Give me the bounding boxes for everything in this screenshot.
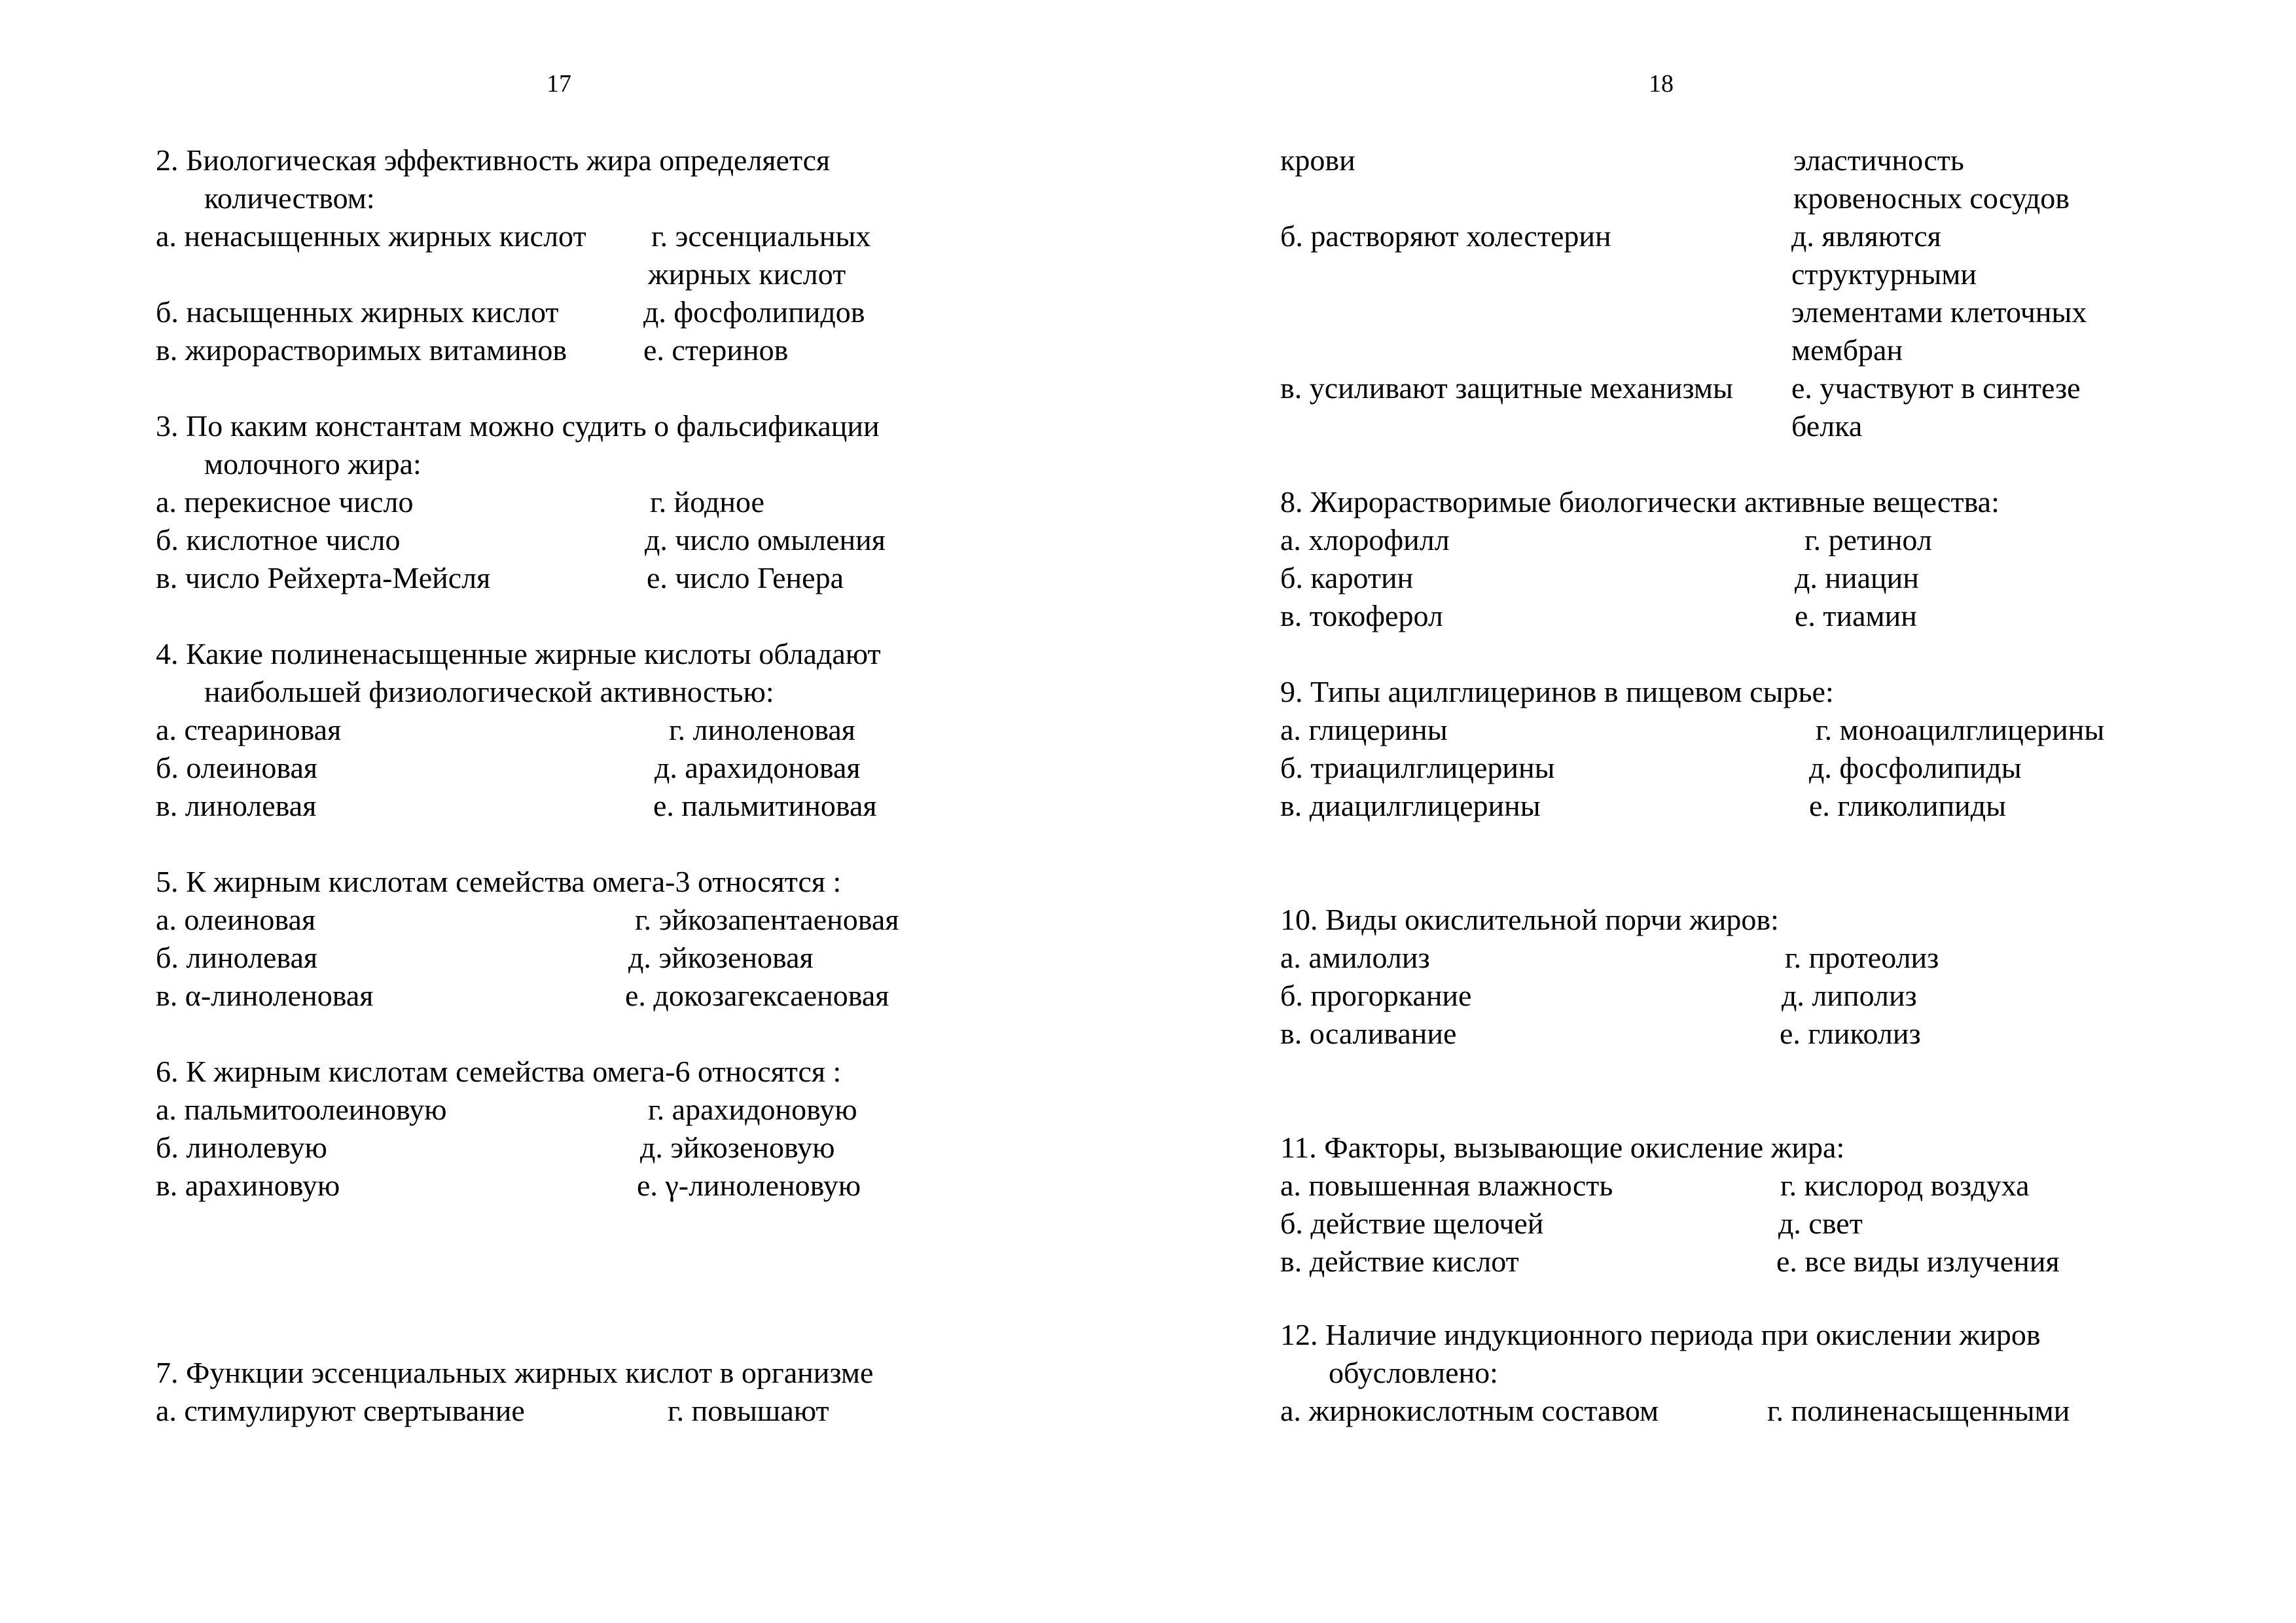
option-a: а. перекисное число [156, 485, 414, 519]
option-g: г. кислород воздуха [1780, 1169, 2030, 1202]
question-text: 9. Типы ацилглицеринов в пищевом сырье: [1280, 675, 1834, 708]
option-b: б. действие щелочей [1280, 1207, 1544, 1240]
option-a: а. пальмитоолеиновую [156, 1093, 447, 1126]
option-a: а. глицерины [1280, 713, 1448, 746]
option-e: е. все виды излучения [1776, 1245, 2060, 1278]
question-text: 3. По каким константам можно судить о фальсификации [156, 409, 880, 443]
option-a: а. жирнокислотным составом [1280, 1394, 1659, 1427]
option-v: в. жирорастворимых витаминов [156, 333, 567, 367]
question-text: 4. Какие полиненасыщенные жирные кислоты обладают [156, 637, 881, 670]
option-e: е. пальмитиновая [653, 789, 877, 822]
option-v: в. токоферол [1280, 599, 1443, 632]
question-text: 8. Жирорастворимые биологически активные вещества: [1280, 485, 2000, 519]
option-g: г. эссенциальных [651, 219, 871, 253]
option-d-continued: мембран [1791, 333, 1903, 367]
option-d: д. фосфолипиды [1809, 751, 2022, 784]
option-d-continued: структурными [1791, 257, 1977, 291]
option-d: д. эйкозеновую [640, 1131, 835, 1164]
option-b: б. триацилглицерины [1280, 751, 1555, 784]
option-g-continued: кровеносных сосудов [1793, 181, 2070, 215]
option-v: в. осаливание [1280, 1017, 1457, 1050]
option-b: б. прогоркание [1280, 979, 1472, 1012]
option-e: е. гликолипиды [1809, 789, 2007, 822]
question-text: 6. К жирным кислотам семейства омега-6 относятся : [156, 1055, 842, 1088]
option-a: а. амилолиз [1280, 941, 1430, 974]
option-g: г. ретинол [1804, 523, 1932, 556]
option-v: в. линолевая [156, 789, 317, 822]
option-g: г. йодное [650, 485, 764, 519]
option-g: г. моноацилглицерины [1816, 713, 2105, 746]
question-text: 12. Наличие индукционного периода при окислении жиров [1280, 1318, 2041, 1351]
option-b: б. линолевую [156, 1131, 327, 1164]
question-text: 2. Биологическая эффективность жира определяется [156, 143, 831, 177]
option-e: е. докозагексаеновая [625, 979, 889, 1012]
option-a: а. стимулируют свертывание [156, 1394, 525, 1427]
option-d: д. эйкозеновая [628, 941, 814, 974]
option-d: д. свет [1778, 1207, 1863, 1240]
option-b: б. каротин [1280, 561, 1414, 594]
question-text: наибольшей физиологической активностью: [204, 675, 774, 708]
question-text: количеством: [204, 181, 375, 215]
option-e: е. участвуют в синтезе [1791, 371, 2081, 405]
option-v: в. действие кислот [1280, 1245, 1519, 1278]
option-e: е. число Генера [647, 561, 844, 594]
option-d: д. ниацин [1795, 561, 1919, 594]
option-e: е. тиамин [1795, 599, 1917, 632]
option-g: г. эйкозапентаеновая [635, 903, 899, 936]
option-d: д. липолиз [1782, 979, 1917, 1012]
option-e: е. γ-линоленовую [637, 1169, 861, 1202]
option-e: е. гликолиз [1780, 1017, 1921, 1050]
option-d: д. число омыления [645, 523, 886, 556]
option-b: б. линолевая [156, 941, 318, 974]
option-d-continued: элементами клеточных [1791, 295, 2087, 329]
option-a: а. хлорофилл [1280, 523, 1450, 556]
option-v: в. диацилглицерины [1280, 789, 1541, 822]
option-g: г. протеолиз [1785, 941, 1939, 974]
question-text: 5. К жирным кислотам семейства омега-3 относятся : [156, 865, 842, 898]
option-v: в. арахиновую [156, 1169, 340, 1202]
question-text: обусловлено: [1329, 1356, 1498, 1389]
option-d: д. фосфолипидов [643, 295, 865, 329]
option-v: в. усиливают защитные механизмы [1280, 371, 1733, 405]
option-e-continued: белка [1791, 409, 1863, 443]
page-number: 18 [1649, 70, 1674, 98]
page-number: 17 [547, 70, 571, 98]
option-g: г. повышают [668, 1394, 829, 1427]
option-a: а. олеиновая [156, 903, 316, 936]
option-a: а. повышенная влажность [1280, 1169, 1613, 1202]
option-b: б. растворяют холестерин [1280, 219, 1611, 253]
option-g: г. линоленовая [669, 713, 855, 746]
option-b: б. олеиновая [156, 751, 318, 784]
option-g: г. полиненасыщенными [1767, 1394, 2070, 1427]
question-text: 10. Виды окислительной порчи жиров: [1280, 903, 1779, 936]
question-text: 7. Функции эссенциальных жирных кислот в организме [156, 1356, 874, 1389]
option-b: б. насыщенных жирных кислот [156, 295, 559, 329]
option-g-continued: жирных кислот [648, 257, 846, 291]
option-e: е. стеринов [643, 333, 789, 367]
option-a-continued: крови [1280, 143, 1355, 177]
option-v: в. α-линоленовая [156, 979, 374, 1012]
option-v: в. число Рейхерта-Мейсля [156, 561, 491, 594]
option-a: а. стеариновая [156, 713, 342, 746]
option-g: г. арахидоновую [648, 1093, 857, 1126]
option-a: а. ненасыщенных жирных кислот [156, 219, 586, 253]
question-text: молочного жира: [204, 447, 422, 481]
option-b: б. кислотное число [156, 523, 401, 556]
option-g-continued: эластичность [1793, 143, 1964, 177]
question-text: 11. Факторы, вызывающие окисление жира: [1280, 1131, 1845, 1164]
page-18 [1148, 0, 2296, 1623]
option-d: д. арахидоновая [655, 751, 861, 784]
option-d: д. являются [1791, 219, 1941, 253]
